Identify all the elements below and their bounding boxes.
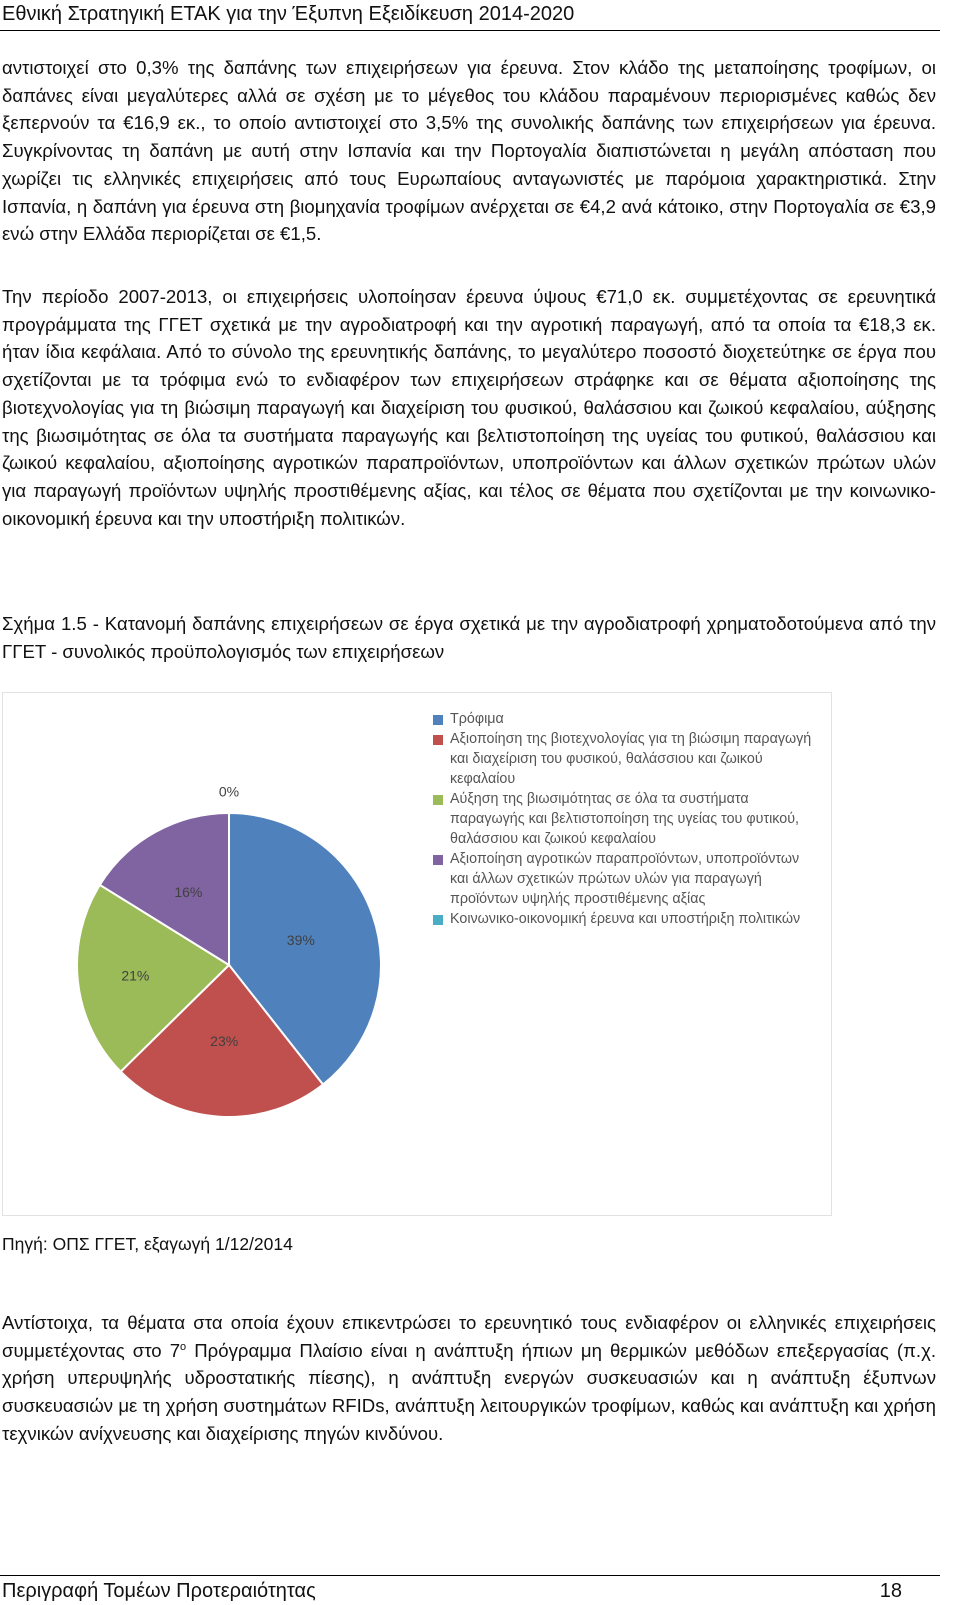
header-divider <box>0 30 940 31</box>
legend-swatch-4 <box>433 915 443 925</box>
legend-item-2 <box>433 789 818 849</box>
legend-item-1 <box>433 729 818 789</box>
pie-slice-label-4: 0% <box>218 783 240 800</box>
pie-slice-label-1: 23% <box>210 1032 239 1049</box>
legend-swatch-2 <box>433 795 443 805</box>
ordinal-superscript: ο <box>180 1340 187 1353</box>
page-number: 18 <box>879 1580 902 1602</box>
figure-source: Πηγή: ΟΠΣ ΓΓΕΤ, εξαγωγή 1/12/2014 <box>2 1234 293 1254</box>
legend-item-0 <box>433 709 818 729</box>
legend-label-1: Αξιοποίηση της βιοτεχνολογίας για τη βιώσιμη παραγωγή και διαχείριση του φυσικού, θαλάσσιου και ζωικού κεφαλαίου <box>450 731 812 787</box>
pie-slice-label-2: 21% <box>121 967 150 984</box>
legend-label-2: Αύξηση της βιωσιμότητας σε όλα τα συστήματα παραγωγής και βελτιστοποίηση της υγείας του φυτικού, θαλάσσιου και ζωικού κεφαλαίου <box>450 791 799 847</box>
chart-legend <box>433 709 818 929</box>
paragraph3-text-a: Αντίστοιχα, τα θέματα στα οποία έχουν επικεντρώσει το ερευνητικό τους ενδιαφέρον οι ελληνικές επιχειρήσεις συμμετέχοντας στο 7 <box>2 1312 936 1361</box>
page-header: Εθνική Στρατηγική ΕΤΑΚ για την Έξυπνη Εξειδίκευση 2014-2020 <box>2 3 575 25</box>
legend-item-3 <box>433 849 818 909</box>
pie-slice-label-3: 16% <box>174 883 203 900</box>
pie-chart-figure <box>2 692 832 1216</box>
legend-label-4: Κοινωνικο-οικονομική έρευνα και υποστήριξη πολιτικών <box>450 911 801 927</box>
legend-swatch-3 <box>433 855 443 865</box>
page-footer-title: Περιγραφή Τομέων Προτεραιότητας <box>2 1580 316 1602</box>
legend-label-0: Τρόφιμα <box>450 711 504 727</box>
body-paragraph-1: αντιστοιχεί στο 0,3% της δαπάνης των επιχειρήσεων για έρευνα. Στον κλάδο της μεταποίησης τροφίμων, οι δαπάνες είναι μεγαλύτερες αλλά σε σχέση με το μέγεθος του κλάδου παραμένουν περιορισμένες καθώς δεν ξεπερνούν τα €16,9 εκ., το οποίο αντιστοιχεί στο 3,5% της συνολικής δαπάνης των επιχειρήσεων για έρευνα. Συγκρίνοντας τη δαπάνη με αυτή στην Ισπανία και την Πορτογαλία διαπιστώνεται η μεγάλη απόσταση που χωρίζει τις ελληνικές επιχειρήσεις από τους Ευρωπαίους ανταγωνιστές με παρόμοια χαρακτηριστικά. Στην Ισπανία, η δαπάνη για έρευνα στη βιομηχανία τροφίμων ανέρχεται σε €4,2 ανά κάτοικο, στην Πορτογαλία σε €3,9 ενώ στην Ελλάδα περιορίζεται σε €1,5. <box>2 57 936 245</box>
body-paragraph-3 <box>2 1309 936 1448</box>
legend-swatch-1 <box>433 735 443 745</box>
paragraph3-text-b: Πρόγραμμα Πλαίσιο είναι η ανάπτυξη ήπιων μη θερμικών μεθόδων επεξεργασίας (π.χ. χρήση υπερυψηλής υδροστατικής πίεσης), η ανάπτυξη ενεργών συσκευασιών και η ανάπτυξη έξυπνων συσκευασιών με τη χρήση συστημάτων RFIDs, ανάπτυξη λειτουργικών τροφίμων, καθώς και ανάπτυξη και χρήση τεχνικών ανίχνευσης και διαχείρισης πηγών κινδύνου. <box>2 1339 936 1444</box>
figure-caption: Σχήμα 1.5 - Κατανομή δαπάνης επιχειρήσεων σε έργα σχετικά με την αγροδιατροφή χρηματοδοτούμενα από την ΓΓΕΤ - συνολικός προϋπολογισμός των επιχειρήσεων <box>2 613 936 662</box>
legend-item-4 <box>433 909 818 929</box>
legend-swatch-0 <box>433 715 443 725</box>
body-paragraph-2: Την περίοδο 2007-2013, οι επιχειρήσεις υλοποίησαν έρευνα ύψους €71,0 εκ. συμμετέχοντας σε ερευνητικά προγράμματα της ΓΓΕΤ σχετικά με την αγροδιατροφή και την αγροτική παραγωγή, από τα οποία τα €18,3 εκ. ήταν ίδια κεφάλαια. Από το σύνολο της ερευνητικής δαπάνης, το μεγαλύτερο ποσοστό διοχετεύτηκε σε έργα που σχετίζονται με τα τρόφιμα ενώ το ενδιαφέρον των επιχειρήσεων στράφηκε και σε θέματα αξιοποίησης της βιοτεχνολογίας για τη βιώσιμη παραγωγή και διαχείριση του φυσικού, θαλάσσιου και ζωικού κεφαλαίου, αύξησης της βιωσιμότητας σε όλα τα συστήματα παραγωγής και βελτιστοποίηση της υγείας του φυτικού, θαλάσσιου και ζωικού κεφαλαίου, αξιοποίησης αγροτικών παραπροϊόντων, υποπροϊόντων και άλλων σχετικών πρώτων υλών για παραγωγή προϊόντων υψηλής προστιθέμενης αξίας, και τέλος σε θέματα που σχετίζονται με την κοινωνικο-οικονομική έρευνα και την υποστήριξη πολιτικών. <box>2 286 936 529</box>
legend-label-3: Αξιοποίηση αγροτικών παραπροϊόντων, υποπροϊόντων και άλλων σχετικών πρώτων υλών για παραγωγή προϊόντων υψηλής προστιθέμενης αξίας <box>450 851 800 907</box>
pie-slice-label-0: 39% <box>286 932 315 949</box>
footer-divider <box>0 1575 940 1576</box>
